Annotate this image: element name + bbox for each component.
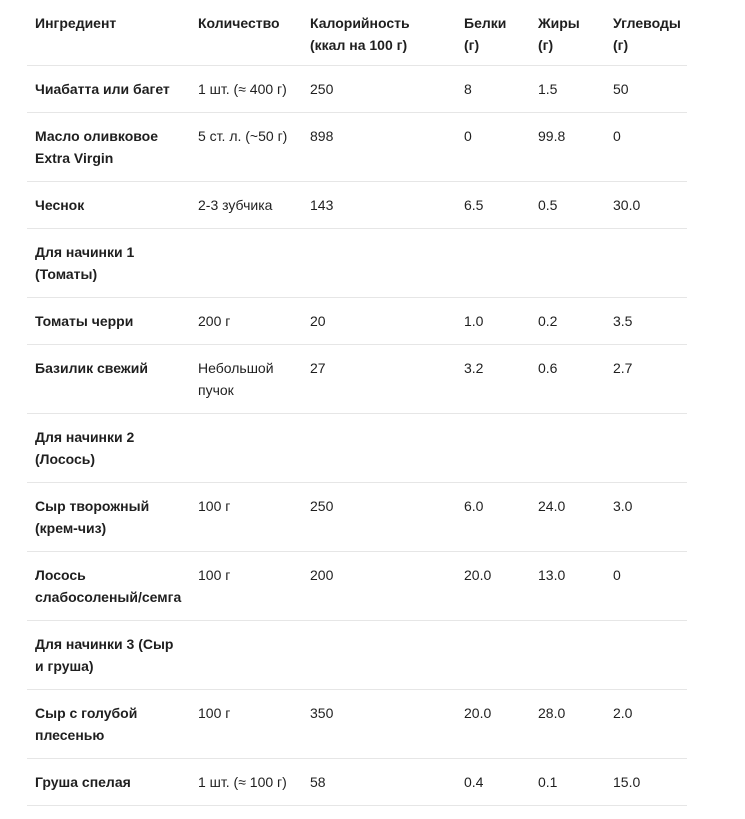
header-calories: Калорийность (ккал на 100 г)	[302, 0, 456, 66]
cell-protein: 0	[456, 113, 530, 182]
cell-ingredient: Груша спелая	[27, 759, 190, 806]
cell-ingredient: Базилик свежий	[27, 345, 190, 414]
header-fat: Жиры (г)	[530, 0, 605, 66]
cell-fat	[530, 621, 605, 690]
cell-ingredient: Лосось слабосоленый/семга	[27, 552, 190, 621]
cell-calories	[302, 621, 456, 690]
cell-ingredient: Сыр творожный (крем-чиз)	[27, 483, 190, 552]
cell-protein: 1.0	[456, 298, 530, 345]
cell-carbs	[605, 229, 687, 298]
header-quantity: Количество	[190, 0, 302, 66]
cell-protein	[456, 229, 530, 298]
cell-fat: 13.0	[530, 552, 605, 621]
cell-protein: 20.0	[456, 552, 530, 621]
cell-calories	[302, 414, 456, 483]
cell-fat	[530, 229, 605, 298]
cell-carbs: 30.0	[605, 182, 687, 229]
cell-ingredient: Чиабатта или багет	[27, 66, 190, 113]
table-row	[27, 552, 687, 621]
table-section-row	[27, 229, 687, 298]
cell-quantity: 100 г	[190, 552, 302, 621]
table-row	[27, 66, 687, 113]
cell-calories: 250	[302, 66, 456, 113]
cell-protein: 3.2	[456, 345, 530, 414]
cell-carbs	[605, 414, 687, 483]
cell-fat: 28.0	[530, 690, 605, 759]
cell-fat: 1.5	[530, 66, 605, 113]
cell-calories	[302, 229, 456, 298]
cell-fat: 24.0	[530, 483, 605, 552]
table-row	[27, 182, 687, 229]
cell-carbs: 2.7	[605, 345, 687, 414]
header-protein: Белки (г)	[456, 0, 530, 66]
cell-calories: 20	[302, 298, 456, 345]
table-row	[27, 345, 687, 414]
cell-fat: 0.1	[530, 759, 605, 806]
cell-carbs: 2.0	[605, 690, 687, 759]
cell-calories: 898	[302, 113, 456, 182]
cell-calories: 27	[302, 345, 456, 414]
cell-quantity: 100 г	[190, 483, 302, 552]
table-row	[27, 298, 687, 345]
cell-carbs: 0	[605, 552, 687, 621]
cell-section-title: Для начинки 2 (Лосось)	[27, 414, 190, 483]
cell-calories: 58	[302, 759, 456, 806]
table-row	[27, 690, 687, 759]
cell-calories: 350	[302, 690, 456, 759]
cell-protein: 8	[456, 66, 530, 113]
header-ingredient: Ингредиент	[27, 0, 190, 66]
nutrition-table	[27, 0, 687, 806]
cell-ingredient: Сыр с голубой плесенью	[27, 690, 190, 759]
cell-quantity: 5 ст. л. (~50 г)	[190, 113, 302, 182]
cell-section-title: Для начинки 1 (Томаты)	[27, 229, 190, 298]
cell-protein: 20.0	[456, 690, 530, 759]
cell-protein: 6.5	[456, 182, 530, 229]
cell-quantity: 200 г	[190, 298, 302, 345]
cell-quantity: Небольшой пучок	[190, 345, 302, 414]
cell-calories: 200	[302, 552, 456, 621]
cell-quantity	[190, 229, 302, 298]
cell-ingredient: Томаты черри	[27, 298, 190, 345]
cell-quantity	[190, 621, 302, 690]
cell-quantity: 2-3 зубчика	[190, 182, 302, 229]
cell-fat: 99.8	[530, 113, 605, 182]
nutrition-table-container	[27, 0, 687, 806]
cell-carbs: 50	[605, 66, 687, 113]
cell-protein: 0.4	[456, 759, 530, 806]
table-header-row	[27, 0, 687, 66]
cell-protein	[456, 621, 530, 690]
table-section-row	[27, 414, 687, 483]
cell-carbs: 3.0	[605, 483, 687, 552]
table-section-row	[27, 621, 687, 690]
table-row	[27, 483, 687, 552]
cell-section-title: Для начинки 3 (Сыр и груша)	[27, 621, 190, 690]
cell-fat: 0.5	[530, 182, 605, 229]
cell-quantity: 1 шт. (≈ 100 г)	[190, 759, 302, 806]
table-row	[27, 759, 687, 806]
cell-fat: 0.2	[530, 298, 605, 345]
cell-fat: 0.6	[530, 345, 605, 414]
cell-calories: 250	[302, 483, 456, 552]
cell-carbs: 15.0	[605, 759, 687, 806]
cell-protein	[456, 414, 530, 483]
cell-quantity	[190, 414, 302, 483]
cell-carbs: 3.5	[605, 298, 687, 345]
cell-calories: 143	[302, 182, 456, 229]
cell-ingredient: Масло оливковое Extra Virgin	[27, 113, 190, 182]
cell-carbs: 0	[605, 113, 687, 182]
cell-quantity: 1 шт. (≈ 400 г)	[190, 66, 302, 113]
header-carbs: Углеводы (г)	[605, 0, 687, 66]
table-row	[27, 113, 687, 182]
cell-fat	[530, 414, 605, 483]
cell-ingredient: Чеснок	[27, 182, 190, 229]
cell-carbs	[605, 621, 687, 690]
cell-quantity: 100 г	[190, 690, 302, 759]
cell-protein: 6.0	[456, 483, 530, 552]
